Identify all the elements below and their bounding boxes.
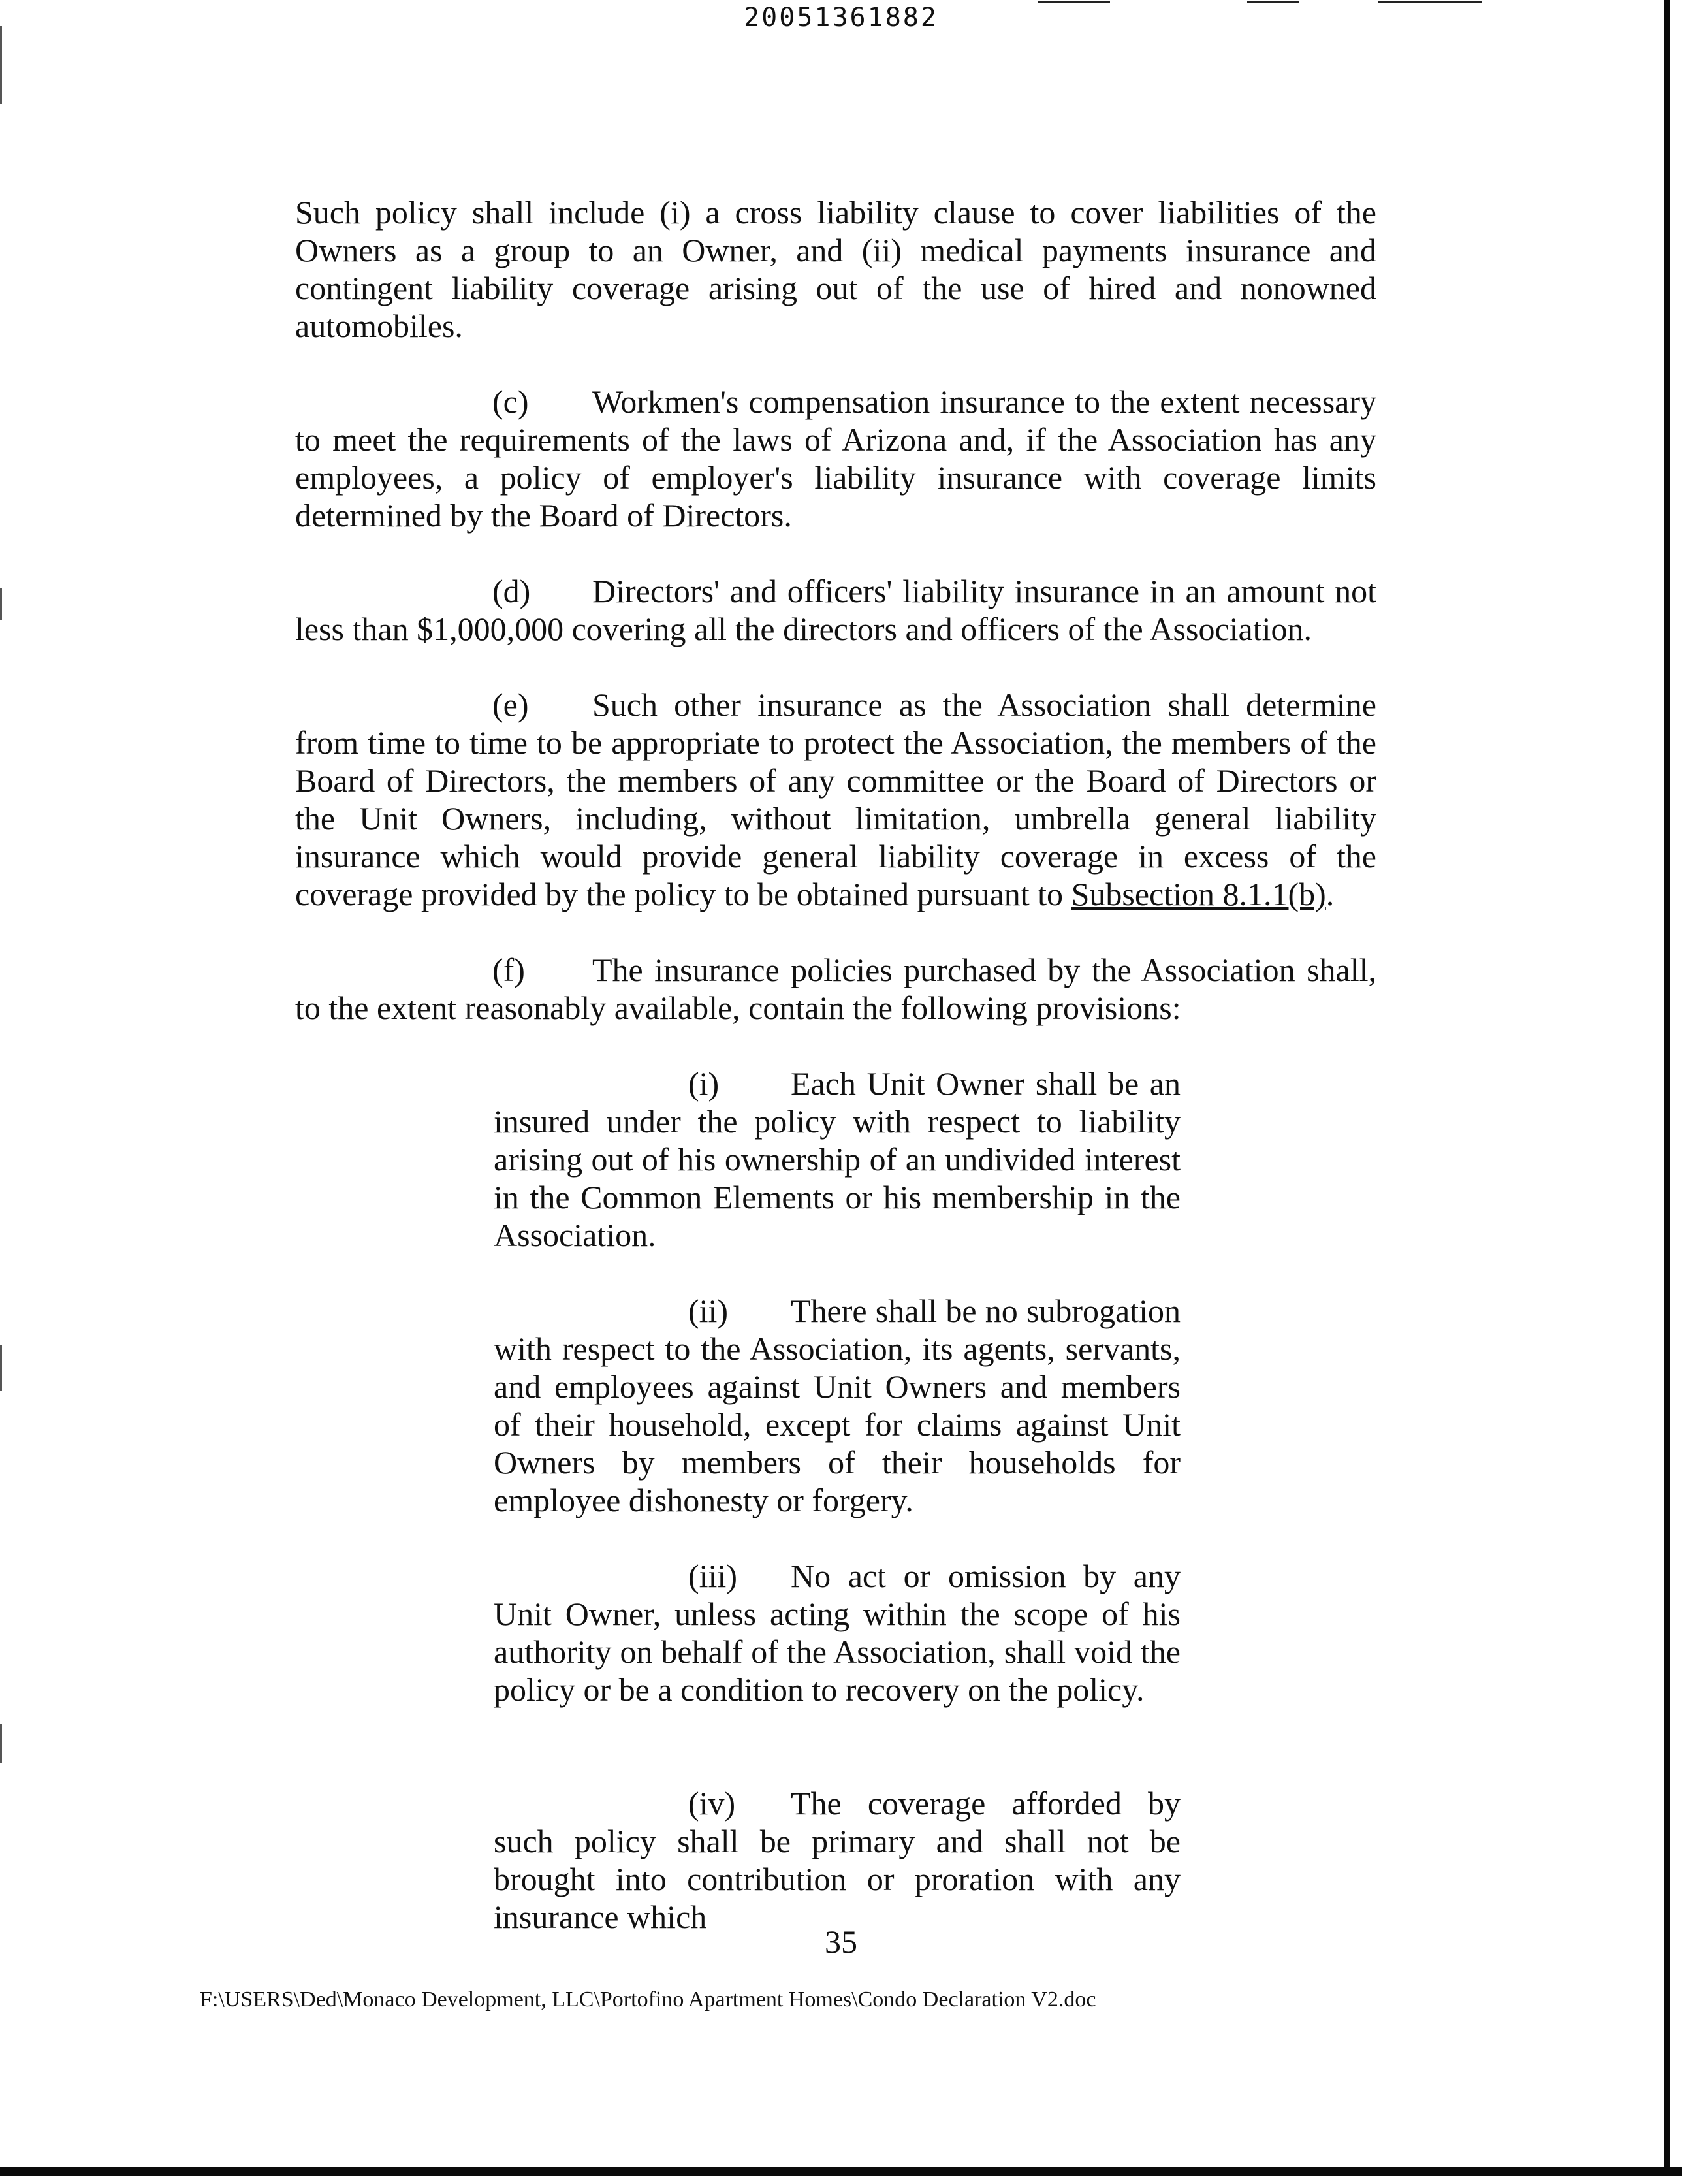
- subparagraph-text: The coverage afforded by such policy shall be primary and shall not be brought into contribution or proration with any insurance which: [494, 1785, 1181, 1935]
- document-number: 20051361882: [744, 3, 938, 33]
- subparagraph-iv: [494, 1784, 1181, 1936]
- subparagraph-marker: (ii): [688, 1293, 729, 1329]
- paragraph-end: .: [1325, 876, 1335, 912]
- scan-edge-mark: [0, 588, 2, 620]
- paragraph-text: Such other insurance as the Association shall determine from time to time to be appropriate to protect the Association, the members of the Board of Directors, the members of any committee or the Board of Directors or the Unit Owners, including, without limitation, umbrella general liability insurance which would provide general liability coverage in excess of the coverage provided by the policy to be obtained pursuant to: [295, 686, 1376, 912]
- paragraph-e: [295, 686, 1376, 913]
- scan-edge-mark: [0, 26, 2, 104]
- subsection-reference: Subsection 8.1.1(b): [1071, 876, 1326, 912]
- page-number: 35: [825, 1923, 857, 1960]
- paragraph-c: [295, 383, 1376, 534]
- footer-file-path: F:\USERS\Ded\Monaco Development, LLC\Portofino Apartment Homes\Condo Declaration V2.doc: [200, 1987, 1096, 2012]
- scan-border-bottom: [0, 2167, 1682, 2176]
- paragraph-marker: (e): [492, 686, 529, 723]
- paragraph-text: Directors' and officers' liability insurance in an amount not less than $1,000,000 covering all the directors and officers of the Association.: [295, 573, 1376, 647]
- subparagraph-marker: (iv): [688, 1785, 736, 1822]
- subparagraph-text: No act or omission by any Unit Owner, unless acting within the scope of his authority on behalf of the Association, shall void the policy or be a condition to recovery on the policy.: [494, 1558, 1181, 1708]
- paragraph-d: [295, 572, 1376, 648]
- subparagraph-text: There shall be no subrogation with respect to the Association, its agents, servants, and employees against Unit Owners and members of their household, except for claims against Unit Owners by members of their households for employee dishonesty or forgery.: [494, 1293, 1181, 1518]
- paragraph-marker: (d): [492, 573, 531, 609]
- paragraph-marker: (f): [492, 952, 525, 988]
- scan-edge-mark: [0, 1724, 2, 1763]
- subparagraph-i: [494, 1065, 1181, 1254]
- paragraph-intro: Such policy shall include (i) a cross liability clause to cover liabilities of the Owners as a group to an Owner, and (ii) medical payments insurance and contingent liability coverage arising out of the use of hired and nonowned automobiles.: [295, 194, 1376, 344]
- paragraph-f: [295, 951, 1376, 1027]
- scan-border-right: [1664, 0, 1670, 2174]
- paragraph-marker: (c): [492, 383, 529, 420]
- subparagraph-marker: (i): [688, 1065, 720, 1102]
- subparagraph-text: Each Unit Owner shall be an insured under the policy with respect to liability arising out of his ownership of an undivided interest in the Common Elements or his membership in the Association.: [494, 1065, 1181, 1253]
- scan-edge-mark: [0, 1345, 2, 1391]
- subparagraph-ii: [494, 1292, 1181, 1519]
- paragraph-text: The insurance policies purchased by the Association shall, to the extent reasonably available, contain the following provisions:: [295, 952, 1376, 1026]
- subparagraph-iii: [494, 1557, 1181, 1709]
- subparagraph-marker: (iii): [688, 1558, 737, 1594]
- paragraph-text: Workmen's compensation insurance to the extent necessary to meet the requirements of the laws of Arizona and, if the Association has any employees, a policy of employer's liability insurance with coverage limits determined by the Board of Directors.: [295, 383, 1376, 534]
